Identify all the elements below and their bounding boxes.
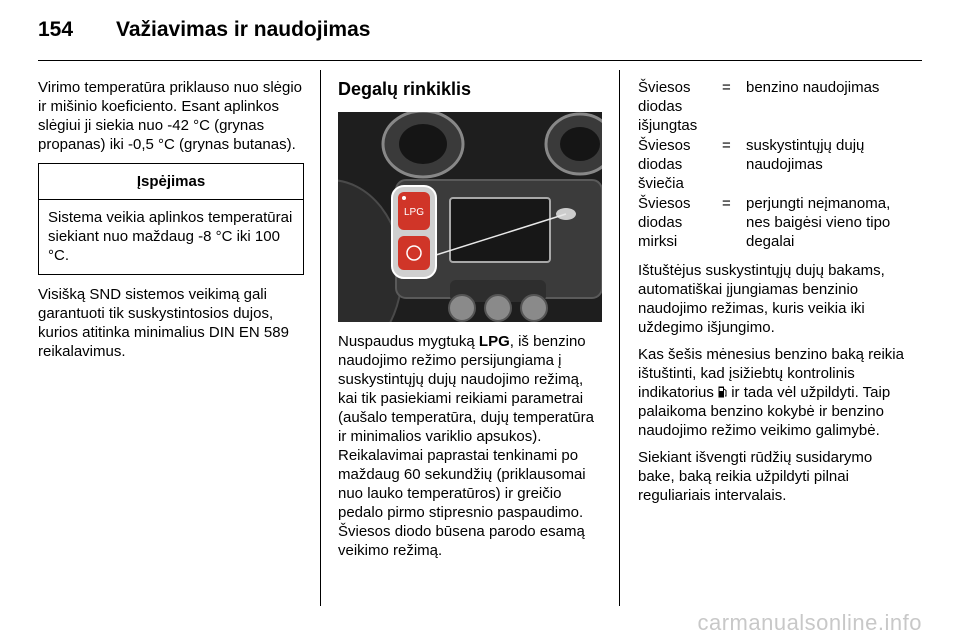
tank-empty-paragraph: Ištuštėjus suskystintųjų dujų bakams, automatiškai įjungiamas benzinio naudojimo režimas, kuris veikia iki uždegimo išjungimo. [638,262,885,336]
lamp-state: Šviesos diodas mirksi [638,195,691,250]
column-divider-left [320,70,321,606]
warning-text: Sistema veikia aplinkos temperatūrai siekiant nuo maždaug -8 °C iki 100 °C. [48,209,293,264]
section-title: Važiavimas ir naudojimas [116,18,371,41]
section-heading: Degalų rinkiklis [338,79,472,99]
lamp-meaning: suskystintųjų dujų naudojimas [746,137,865,173]
air-vent-right-inner [560,127,600,161]
page-header [38,18,370,42]
lamp-state: Šviesos diodas šviečia [638,137,691,192]
knob-center [485,295,511,321]
equals-sign: = [722,137,731,154]
fuel-selector-figure [338,112,602,322]
lamp-meaning: perjungti neįmanoma, nes baigėsi vieno tipo degalai [746,195,891,250]
column-divider-right [619,70,620,606]
fuel-requirement-paragraph: Visišką SND sistemos veikimą gali garantuoti tik suskystintosios dujos, kurios atitinka minimalius DIN EN 589 reikalavimus. [38,286,289,360]
header-rule [38,60,922,61]
lower-button [398,236,430,270]
lamp-state: Šviesos diodas išjungtas [638,79,698,134]
knob-left [449,295,475,321]
warning-title: Įspėjimas [39,164,303,200]
paragraph-text-before: Kas šešis mėnesius benzino baką reikia ištuštinti, kad įsižiebtų kontrolinis indikatorius [638,346,904,401]
lpg-keyword: LPG [478,333,510,350]
lamp-state-table [638,78,904,251]
equals-sign: = [722,79,731,96]
left-column [38,78,304,369]
watermark: carmanualsonline.info [697,610,922,635]
equals-sign: = [722,195,731,212]
lpg-button-label: LPG [403,207,425,218]
lpg-button-paragraph [338,332,604,560]
air-vent-left-inner [399,124,447,164]
lamp-row-off [638,78,904,135]
rust-prevention-paragraph: Siekiant išvengti rūdžių susidarymo bake, baką reikia užpildyti pilnai reguliariais intervalais. [638,449,873,504]
knob-right [521,295,547,321]
petrol-maintenance-paragraph [638,345,904,440]
fuel-pump-icon [718,386,727,398]
paragraph-text-after: ir tada vėl užpildyti. Taip palaikoma benzino kokybė ir benzino naudojimo režimo veikimo galimybė. [638,384,891,439]
lamp-meaning: benzino naudojimas [746,79,880,96]
right-column [638,78,904,513]
intro-paragraph: Virimo temperatūra priklauso nuo slėgio ir mišinio koeficiento. Esant aplinkos slėgiui ji siekia nuo -42 °C (grynas propanas) iki -0,5 °C (grynas butanas). [38,79,303,153]
lamp-row-on [638,136,904,193]
paragraph-text-after: , iš benzino naudojimo režimo persijungiama į suskystintųjų dujų naudojimo režimą, kai tik pasiekiami reikiami parametrai (aušalo temperatūra, dujų temperatūra ir minimalios variklio apsukos). Reikalavimai paprastai tenkinami po maždaug 60 sekundžių (priklausomai nuo lauko temperatūros) ir greičio pedalo pirmo stipresnio paspaudimo. Šviesos diodo būsena parodo esamą veikimo režimą. [338,333,594,559]
lamp-row-flashing [638,194,904,251]
paragraph-text-before: Nuspaudus mygtuką [338,333,479,350]
warning-box [38,163,304,275]
lpg-led [402,196,406,200]
page-number: 154 [38,18,74,41]
display-screen [450,198,550,262]
middle-column [338,74,604,568]
